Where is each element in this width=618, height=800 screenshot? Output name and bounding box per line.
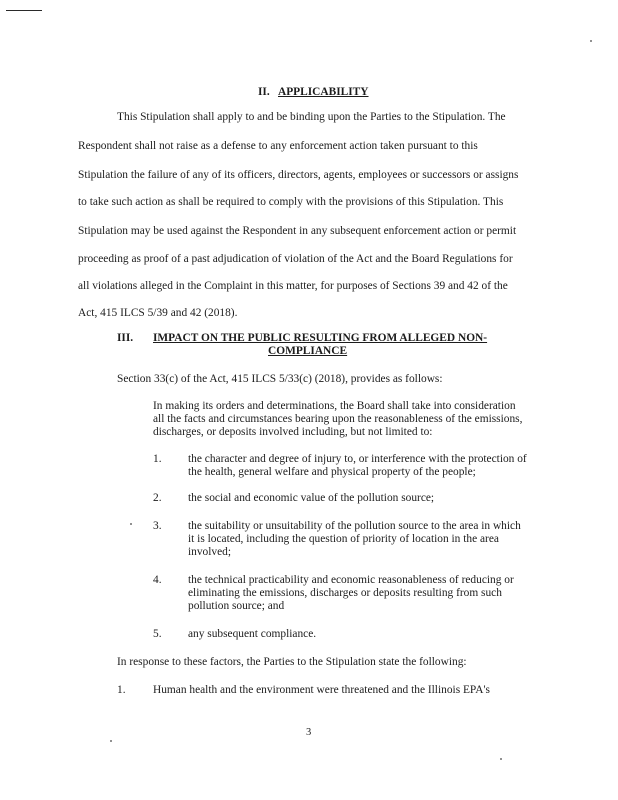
section-ii-number: II. — [258, 86, 270, 98]
top-edge-rule — [6, 10, 42, 11]
factor-line: pollution source; and — [188, 600, 285, 612]
scan-speck — [590, 40, 592, 42]
factor-line: the technical practicability and economic reasonableness of reducing or — [188, 574, 514, 586]
quote-line-3: discharges, or deposits involved including, but not limited to: — [153, 426, 433, 438]
section-ii-line-3: Stipulation the failure of any of its officers, directors, agents, employees or successors or assigns — [78, 169, 519, 181]
page-number: 3 — [306, 727, 312, 738]
section-iii-title-line-1: IMPACT ON THE PUBLIC RESULTING FROM ALLEGED NON- — [153, 332, 488, 344]
section-iii-intro: Section 33(c) of the Act, 415 ILCS 5/33(c) (2018), provides as follows: — [117, 373, 443, 385]
section-ii-line-6: proceeding as proof of a past adjudication of violation of the Act and the Board Regulations for — [78, 253, 513, 265]
scan-speck — [130, 523, 132, 525]
factor-line: the suitability or unsuitability of the pollution source to the area in which — [188, 520, 521, 532]
section-ii-line-1: This Stipulation shall apply to and be binding upon the Parties to the Stipulation. The — [117, 111, 506, 123]
section-ii-line-8: Act, 415 ILCS 5/39 and 42 (2018). — [78, 307, 238, 319]
section-ii-line-5: Stipulation may be used against the Respondent in any subsequent enforcement action or permit — [78, 225, 517, 237]
section-ii-line-7: all violations alleged in the Complaint in this matter, for purposes of Sections 39 and 42 of the — [78, 280, 508, 292]
factor-line: the character and degree of injury to, or interference with the protection of — [188, 453, 527, 465]
factor-number: 4. — [153, 574, 162, 586]
factor-line: the social and economic value of the pollution source; — [188, 492, 435, 504]
factor-line: eliminating the emissions, discharges or deposits resulting from such — [188, 587, 502, 599]
section-iii-number: III. — [117, 332, 134, 344]
factor-line: involved; — [188, 546, 232, 558]
quote-line-2: all the facts and circumstances bearing upon the reasonableness of the emissions, — [153, 413, 523, 425]
section-iii-title-line-2: COMPLIANCE — [268, 345, 348, 357]
response-item-number: 1. — [117, 684, 126, 696]
factor-line: it is located, including the question of priority of location in the area — [188, 533, 499, 545]
section-ii-line-2: Respondent shall not raise as a defense to any enforcement action taken pursuant to this — [78, 140, 478, 152]
factor-number: 1. — [153, 453, 162, 465]
section-ii-line-4: to take such action as shall be required to comply with the provisions of this Stipulation. This — [78, 196, 504, 208]
factor-line: any subsequent compliance. — [188, 628, 317, 640]
factor-number: 5. — [153, 628, 162, 640]
scan-speck — [500, 758, 502, 760]
factor-number: 3. — [153, 520, 162, 532]
quote-line-1: In making its orders and determinations, the Board shall take into consideration — [153, 400, 516, 412]
factor-number: 2. — [153, 492, 162, 504]
section-ii-title: APPLICABILITY — [278, 86, 369, 98]
response-item-text: Human health and the environment were threatened and the Illinois EPA's — [153, 684, 490, 696]
factor-line: the health, general welfare and physical property of the people; — [188, 466, 476, 478]
scan-speck — [110, 740, 112, 742]
response-intro: In response to these factors, the Parties to the Stipulation state the following: — [117, 656, 467, 668]
